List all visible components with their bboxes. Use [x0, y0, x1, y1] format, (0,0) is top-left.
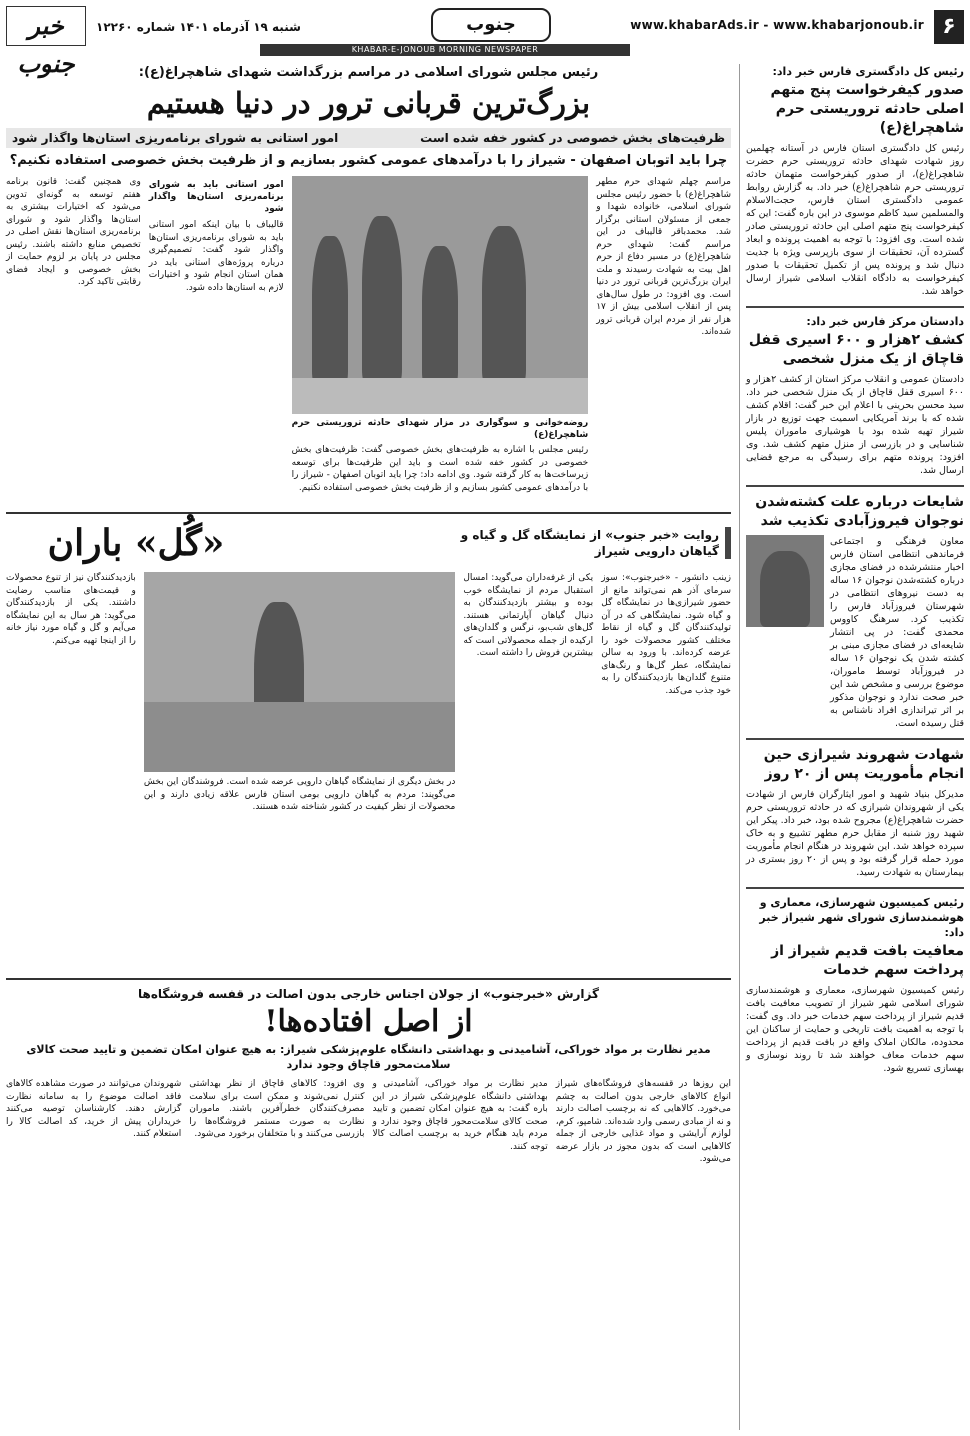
lead-pullquote: امور استانی باید به شورای برنامه‌ریزی استان‌ها واگذار شود [148, 180, 284, 214]
story-headline: معافیت بافت قدیم شیراز از پرداخت سهم خدمات [771, 943, 964, 978]
feature-title: «گُل» باران [47, 522, 225, 564]
lead-headline: بزرگ‌ترین قربانی ترور در دنیا هستیم [146, 86, 591, 120]
bottom-story [6, 986, 731, 1338]
story-kicker: رئیس کمیسیون شهرسازی، معماری و هوشمندسازی شورای شهر شیراز خبر داد: [759, 896, 964, 939]
story-headline: شایعات درباره علت کشته‌شدن نوجوان فیروزآبادی تکذیب شد [755, 494, 964, 529]
bottom-title: از اصل افتاده‌ها! [264, 1004, 473, 1039]
story-kicker: رئیس کل دادگستری فارس خبر داد: [772, 65, 964, 78]
divider [746, 306, 964, 308]
lead-column-text: قالیباف با بیان اینکه امور استانی باید به شورای برنامه‌ریزی استان‌ها واگذار شود گفت: تصمیم‌گیری درباره پروژه‌های استانی باید در همان استان انجام شود و اختیارات لازم به استان‌ها داده شود. [148, 220, 284, 293]
bottom-kicker: گزارش «خبرجنوب» از جولان اجناس خارجی بدون اصالت در قفسه فروشگاه‌ها [138, 987, 599, 1001]
divider [746, 485, 964, 487]
sidebar-story [746, 895, 964, 1075]
divider [6, 978, 731, 980]
bottom-columns [6, 1078, 731, 1338]
subhead-left: امور استانی به شورای برنامه‌ریزی استان‌ها واگذار شود [12, 131, 339, 145]
story-body: مدیرکل بنیاد شهید و امور ایثارگران فارس از شهادت یکی از شهروندان شیرازی که در حادثه تروریستی حرم حضرت شاهچراغ(ع) مجروح شده بود، خبر داد. پیکر این شهید روز شنبه از مقابل حرم مطهر تشییع و به خاک سپرده خواهد شد. این شهروند در هنگام انجام مأموریت مورد حمله قرار گرفته بود و پس از ۲۰ روز بستری در بیمارستان به شهادت رسید. [746, 789, 964, 878]
bottom-column: وی افزود: کالاهای قاچاق از نظر بهداشتی کنترل نمی‌شوند و ممکن است برای سلامت مصرف‌کنندگان خطرآفرین باشند. ماموران نظارت به صورت مستمر فروشگاه‌ها را بازرسی می‌کنند و با متخلفان برخورد می‌شود. [189, 1079, 365, 1139]
story-body: معاون فرهنگی و اجتماعی فرماندهی انتظامی استان فارس اخبار منتشرشده در فضای مجازی درباره کشته‌شدن نوجوان ۱۶ ساله به دست نیروهای انتظامی در شهرستان فیروزآباد فارس را تکذیب کرد. سرهنگ کاووس محمدی گفت: در پی انتشار شایعه‌ای در فضای مجازی مبنی بر کشته شدن یک نوجوان ۱۶ ساله در فیروزآباد توسط ماموران، موضوع بررسی و مشخص شد این خبر صحت ندارد و نوجوان مذکور بر اثر تیراندازی افراد ناشناس به قتل رسیده است. [830, 536, 964, 729]
subhead-right: ظرفیت‌های بخش خصوصی در کشور خفه شده است [420, 131, 725, 145]
sidebar [739, 64, 964, 1430]
feature-column: بازدیدکنندگان نیز از تنوع محصولات و قیمت‌های مناسب رضایت داشتند. یکی از بازدیدکنندگان می‌گوید: هر سال به این نمایشگاه می‌آیم و گل و گیاه مورد نیاز خانه را از اینجا تهیه می‌کنم. [6, 573, 136, 646]
feature-kicker: روایت «خبر جنوب» از نمایشگاه گل و گیاه و گیاهان دارویی شیراز [451, 527, 731, 559]
section-label: جنوب [431, 8, 551, 42]
sidebar-story [746, 64, 964, 298]
feature-column: در بخش دیگری از نمایشگاه گیاهان دارویی عرضه شده است. فروشندگان این بخش می‌گویند: مردم به گیاهان دارویی بومی استان فارس علاقه زیادی دارند و این محصولات از نظر کیفیت در کشور شناخته شده هستند. [143, 777, 456, 812]
lead-column [149, 176, 284, 506]
page-number: ۶ [934, 10, 964, 44]
feature-photo [144, 572, 456, 772]
divider [746, 887, 964, 889]
lead-story [6, 64, 731, 506]
divider [746, 738, 964, 740]
lead-subheads [6, 128, 731, 148]
main-content [6, 64, 731, 1338]
story-headline: شهادت شهروند شیرازی حین انجام مأموریت پس از ۲۰ روز [763, 747, 964, 782]
story-body: رئیس کل دادگستری استان فارس در آستانه چهلمین روز شهادت شهدای حادثه تروریستی حرم حضرت شاهچراغ(ع)، از صدور کیفرخواست متهمان حادثه تروریستی حرم شاهچراغ(ع) خبر داد. به گزارش روابط عمومی دادگستری استان فارس، حجت‌الاسلام والمسلمین سید کاظم موسوی در این باره گفت: این که کیفرخواست پنج متهم اصلی این حادثه تروریستی صادر شده است. وی افزود: با توجه به اهمیت پرونده و ابعاد گسترده آن، تحقیقات از سوی بازپرسی ویژه با جدیت دنبال شد و پرونده پس از تکمیل تحقیقات با صدور کیفرخواست به دادگاه انقلاب اسلامی شیراز ارسال خواهد شد. [746, 143, 964, 297]
lead-column: وی همچنین گفت: قانون برنامه هفتم توسعه به گونه‌ای تدوین می‌شود که اختیارات بیشتری به استان‌ها واگذار شود و شورای برنامه‌ریزی استان‌ها نقش اصلی در تخصیص منابع داشته باشند. رئیس مجلس در پایان بر لزوم حمایت از بخش خصوصی و ایجاد فضای رقابتی تاکید کرد. [5, 177, 141, 287]
lead-column: رئیس مجلس با اشاره به ظرفیت‌های بخش خصوصی گفت: ظرفیت‌های بخش خصوصی در کشور خفه شده است و باید این ظرفیت‌ها برای توسعه زیرساخت‌ها به کار گرفته شود. وی ادامه داد: چرا باید اتوبان اصفهان - شیراز را با درآمدهای عمومی کشور بسازیم و از ظرفیت بخش خصوصی استفاده نکنیم. [291, 445, 589, 493]
officer-photo [746, 535, 824, 627]
lead-photo-column [292, 176, 589, 506]
site-url[interactable]: www.khabarAds.ir - www.khabarjonoub.ir [630, 18, 924, 32]
lead-column: مراسم چهلم شهدای حرم مطهر شاهچراغ(ع) با حضور رئیس مجلس شورای اسلامی، خانواده شهدا و جمعی از مسئولان استانی برگزار شد. محمدباقر قالیباف در این مراسم گفت: شهدای حرم شاهچراغ(ع) در مسیر دفاع از حرم اهل بیت به شهادت رسیدند و ملت ایران بزرگ‌ترین قربانی ترور در دنیا است. وی افزود: در طول سال‌های پس از انقلاب اسلامی بیش از ۱۷ هزار نفر از مردم ایران قربانی ترور شده‌اند. [596, 177, 731, 337]
feature-column: زینب دانشور - «خبرجنوب»: سوز سرمای آذر هم نمی‌تواند مانع از حضور شیرازی‌ها در نمایشگاه گل و گیاه شود. نمایشگاهی که در آن تولیدکنندگان گل و گیاه از نقاط مختلف کشور محصولات خود را عرضه کرده‌اند. با ورود به سالن نمایشگاه، عطر گل‌ها و رنگ‌های متنوع گلدان‌ها بازدیدکنندگان را به خود جذب می‌کند. [601, 573, 731, 696]
bottom-column: شهروندان می‌توانند در صورت مشاهده کالاهای فاقد اصالت موضوع را به سامانه نظارت گزارش دهند. کارشناسان توصیه می‌کنند خریداران پیش از خرید، کد اصالت کالا را استعلام کنند. [6, 1079, 182, 1139]
sidebar-story [746, 746, 964, 879]
lead-photo-caption: روضه‌خوانی و سوگواری در مزار شهدای حادثه تروریستی حرم شاهچراغ(ع) [291, 418, 589, 440]
bottom-column: مدیر نظارت بر مواد خوراکی، آشامیدنی و بهداشتی دانشگاه علوم‌پزشکی شیراز در این باره گفت: به هیچ عنوان امکان تضمین و تایید صحت کالای سلامت‌محور قاچاق وجود ندارد و مردم باید هنگام خرید به برچسب اصالت کالا توجه کنند. [372, 1079, 548, 1152]
bottom-column: این روزها در قفسه‌های فروشگاه‌های شیراز انواع کالاهای خارجی بدون اصالت به چشم می‌خورد. کالاهایی که نه برچسب اصالت دارند و نه از مبادی رسمی وارد شده‌اند. شامپو، کرم، لوازم آرایشی و مواد غذایی خارجی از جمله کالاهایی است که بدون مجوز در بازار عرضه می‌شود. [555, 1079, 731, 1164]
newspaper-logo: خبر جنوب [6, 6, 86, 46]
english-nameplate: KHABAR-E-JONOUB MORNING NEWSPAPER [260, 44, 630, 56]
dateline: شنبه ۱۹ آذرماه ۱۴۰۱ شماره ۱۲۲۶۰ [96, 20, 301, 34]
bottom-subhead: مدیر نظارت بر مواد خوراکی، آشامیدنی و بهداشتی دانشگاه علوم‌پزشکی شیراز: به هیچ عنوان امکان تضمین و تایید صحت کالای سلامت‌محور قاچاق وجود ندارد [26, 1043, 711, 1071]
story-body: رئیس کمیسیون شهرسازی، معماری و هوشمندسازی شورای اسلامی شهر شیراز از تصویب معافیت بافت قدیم شیراز از پرداخت سهم خدمات خبر داد. وی گفت: با توجه به اهمیت بافت تاریخی و حمایت از ساکنان این محدوده، مالکان املاک واقع در بافت قدیم از پرداخت سهم خدمات معاف خواهند شد تا روند نوسازی و بهسازی تسریع شود. [746, 985, 964, 1074]
lead-question: چرا باید اتوبان اصفهان - شیراز را با درآمدهای عمومی کشور بسازیم و از ظرفیت بخش خصوصی استفاده نکنیم؟ [9, 153, 728, 168]
story-body: دادستان عمومی و انقلاب مرکز استان از کشف ۲هزار و ۶۰۰ اسیری قفل قاچاق از یک منزل شخصی خبر داد. سید محسن بحرینی با اعلام این خبر گفت: اقلام کشف شده که با برند آمریکایی اسمیت جهت توزیع در بازار شیراز تهیه شده بود با هوشیاری ماموران پلیس شناسایی و در بازرسی از منزل متهم کشف شد. وی افزود: پرونده متهم برای رسیدگی به مرجع قضایی ارسال شد. [745, 374, 964, 476]
story-headline: صدور کیفرخواست پنج متهم اصلی حادثه تروریستی حرم شاهچراغ(ع) [770, 82, 964, 136]
feature-story [6, 520, 731, 972]
feature-photo-column [144, 572, 456, 972]
lead-columns [6, 176, 731, 506]
feature-columns [6, 572, 731, 972]
story-headline: کشف ۲هزار و ۶۰۰ اسیری قفل قاچاق از یک منزل شخصی [748, 332, 964, 367]
lead-kicker: رئیس مجلس شورای اسلامی در مراسم بزرگداشت شهدای شاهچراغ(ع): [138, 65, 599, 80]
sidebar-story [746, 314, 964, 477]
divider [6, 512, 731, 514]
story-kicker: دادستان مرکز فارس خبر داد: [806, 315, 964, 328]
sidebar-story [746, 493, 964, 730]
feature-column: یکی از غرفه‌داران می‌گوید: امسال استقبال مردم از نمایشگاه خوب بوده و بیشتر بازدیدکنندگان به دنبال گیاهان آپارتمانی هستند. گل‌های شب‌بو، نرگس و گلدان‌های ارکیده از جمله محصولاتی است که بیشترین فروش را داشته است. [463, 573, 594, 658]
lead-photo [292, 176, 589, 414]
